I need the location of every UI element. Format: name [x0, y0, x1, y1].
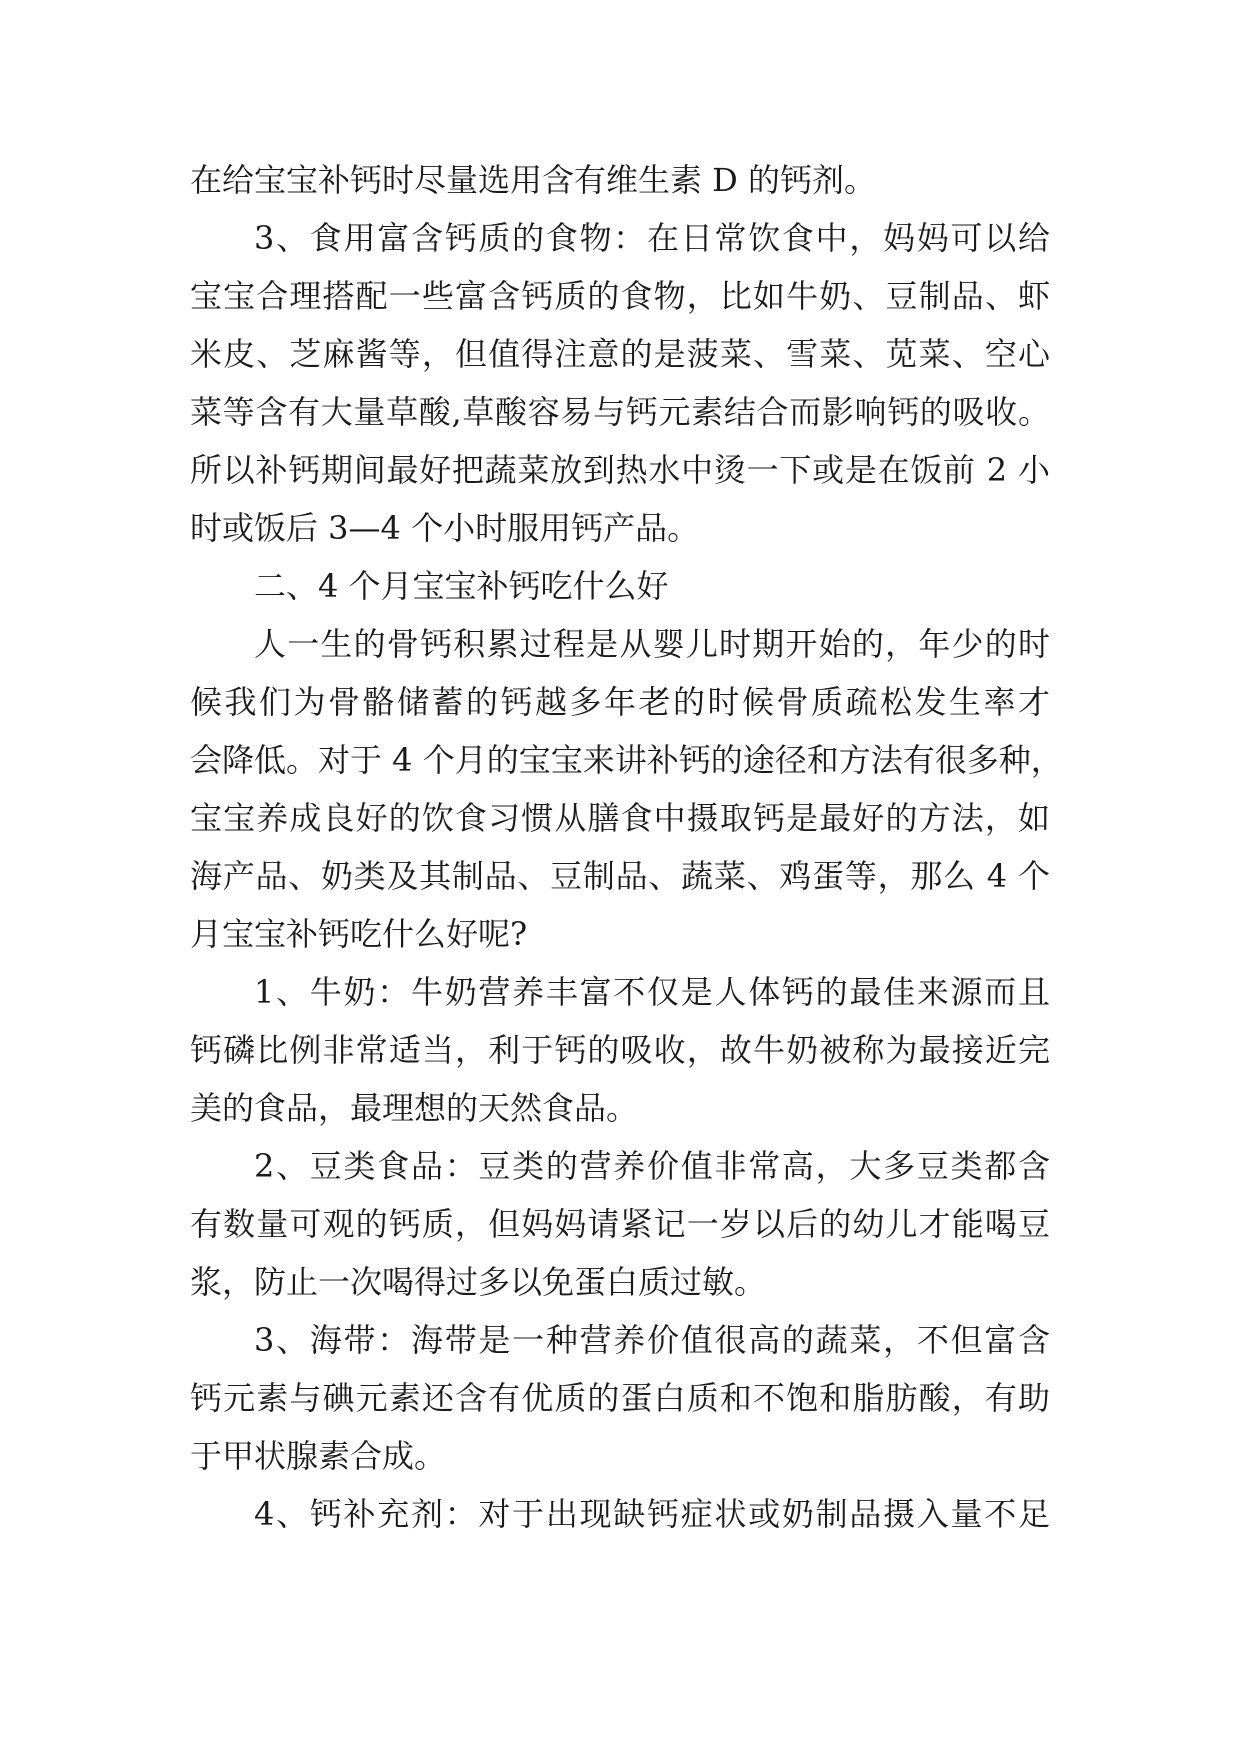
text-line: 时或饭后 3—4 个小时服用钙产品。: [190, 509, 700, 547]
text-line: 浆，防止一次喝得过多以免蛋白质过敏。: [190, 1263, 767, 1301]
text-line: 米皮、芝麻酱等，但值得注意的是菠菜、雪菜、苋菜、空心: [190, 335, 1050, 373]
text-line: 在给宝宝补钙时尽量选用含有维生素 D 的钙剂。: [190, 161, 877, 199]
text-line: 有数量可观的钙质，但妈妈请紧记一岁以后的幼儿才能喝豆: [190, 1205, 1050, 1243]
paragraph-intro-line: 人一生的骨钙积累过程是从婴儿时期开始的，年少的时: [254, 625, 1050, 663]
paragraph-item-2-beans-line: 2、豆类食品：豆类的营养价值非常高，大多豆类都含: [254, 1147, 1050, 1185]
text-line: 美的食品，最理想的天然食品。: [190, 1089, 639, 1127]
paragraph-item-1-milk-line: 1、牛奶：牛奶营养丰富不仅是人体钙的最佳来源而且: [254, 973, 1050, 1011]
text-line: 月宝宝补钙吃什么好呢?: [190, 915, 528, 953]
paragraph-item-3-food-line: 3、食用富含钙质的食物：在日常饮食中，妈妈可以给: [254, 219, 1050, 257]
text-line: 钙磷比例非常适当，利于钙的吸收，故牛奶被称为最接近完: [190, 1031, 1050, 1069]
text-line: 所以补钙期间最好把蔬菜放到热水中烫一下或是在饭前 2 小: [190, 451, 1050, 489]
document-body: [190, 151, 1063, 1543]
section-heading: 二、4 个月宝宝补钙吃什么好: [254, 567, 669, 605]
text-line: 海产品、奶类及其制品、豆制品、蔬菜、鸡蛋等，那么 4 个: [190, 857, 1050, 895]
text-line: 宝宝养成良好的饮食习惯从膳食中摄取钙是最好的方法，如: [190, 799, 1050, 837]
text-line: 宝宝合理搭配一些富含钙质的食物，比如牛奶、豆制品、虾: [190, 277, 1050, 315]
paragraph-item-3-kelp-line: 3、海带：海带是一种营养价值很高的蔬菜，不但富含: [254, 1321, 1050, 1359]
text-line: 候我们为骨骼储蓄的钙越多年老的时候骨质疏松发生率才: [190, 683, 1050, 721]
text-line: 钙元素与碘元素还含有优质的蛋白质和不饱和脂肪酸，有助: [190, 1379, 1050, 1417]
paragraph-item-4-supplement-line: 4、钙补充剂：对于出现缺钙症状或奶制品摄入量不足: [254, 1495, 1050, 1533]
text-line: 会降低。对于 4 个月的宝宝来讲补钙的途径和方法有很多种，: [190, 741, 1063, 779]
text-line: 菜等含有大量草酸,草酸容易与钙元素结合而影响钙的吸收。: [190, 393, 1050, 431]
text-line: 于甲状腺素合成。: [190, 1437, 447, 1475]
